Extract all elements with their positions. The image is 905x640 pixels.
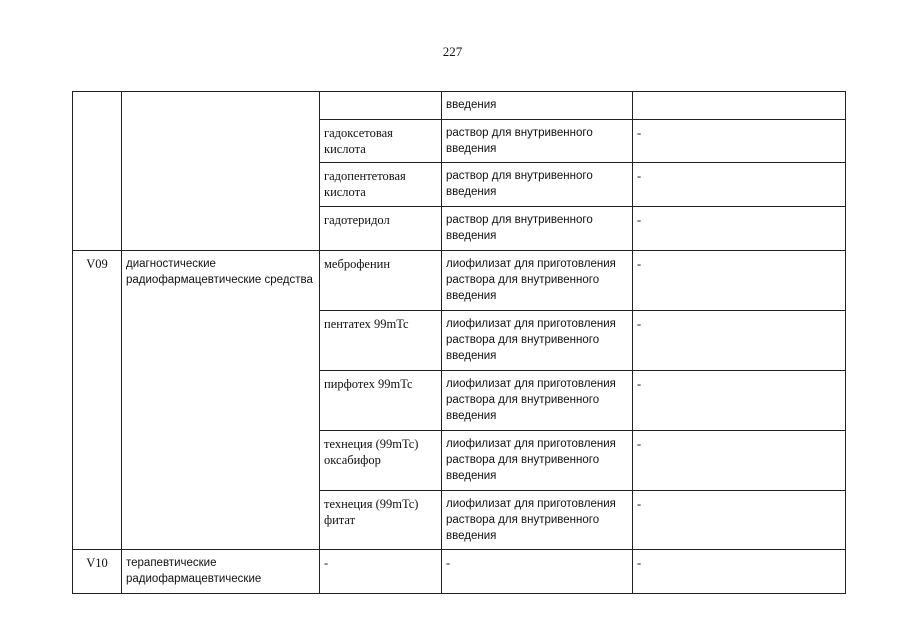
drug-name-cell: гадопентетовая кислота: [320, 163, 442, 207]
dosage-form-cell: введения: [442, 92, 633, 120]
note-cell: -: [633, 371, 846, 431]
dosage-form-cell: раствор для внутривенного введения: [442, 163, 633, 207]
group-cell: терапевтические радиофармацевтические: [122, 550, 320, 594]
drug-name-cell: гадотеридол: [320, 207, 442, 251]
table-row: [73, 550, 846, 594]
drug-name-cell: пентатех 99mTc: [320, 311, 442, 371]
note-cell: -: [633, 207, 846, 251]
dosage-form-cell: лиофилизат для приготовления раствора для внутривенного введения: [442, 431, 633, 491]
note-cell: -: [633, 251, 846, 311]
dosage-form-cell: лиофилизат для приготовления раствора для внутривенного введения: [442, 251, 633, 311]
atc-code-cell: V09: [73, 251, 122, 550]
note-cell: [633, 92, 846, 120]
note-cell: -: [633, 311, 846, 371]
note-cell: -: [633, 163, 846, 207]
drug-name-cell: гадоксетовая кислота: [320, 120, 442, 163]
dosage-form-cell: лиофилизат для приготовления раствора для внутривенного введения: [442, 491, 633, 550]
group-cell: диагностические радиофармацевтические средства: [122, 251, 320, 550]
drug-table: [72, 91, 846, 594]
drug-name-cell: технеция (99mTc) фитат: [320, 491, 442, 550]
drug-name-cell: [320, 92, 442, 120]
note-cell: -: [633, 431, 846, 491]
dosage-form-cell: раствор для внутривенного введения: [442, 120, 633, 163]
note-cell: -: [633, 120, 846, 163]
drug-name-cell: технеция (99mTc) оксабифор: [320, 431, 442, 491]
note-cell: -: [633, 491, 846, 550]
dosage-form-cell: лиофилизат для приготовления раствора для внутривенного введения: [442, 371, 633, 431]
drug-name-cell: меброфенин: [320, 251, 442, 311]
drug-name-cell: пирфотех 99mTc: [320, 371, 442, 431]
atc-code-cell: V10: [73, 550, 122, 594]
dosage-form-cell: лиофилизат для приготовления раствора для внутривенного введения: [442, 311, 633, 371]
drug-name-cell: -: [320, 550, 442, 594]
dosage-form-cell: раствор для внутривенного введения: [442, 207, 633, 251]
page-number: 227: [442, 44, 463, 59]
note-cell: -: [633, 550, 846, 594]
group-cell: [122, 92, 320, 251]
atc-code-cell: [73, 92, 122, 251]
table-row: [73, 92, 846, 120]
table-row: [73, 251, 846, 311]
dosage-form-cell: -: [442, 550, 633, 594]
